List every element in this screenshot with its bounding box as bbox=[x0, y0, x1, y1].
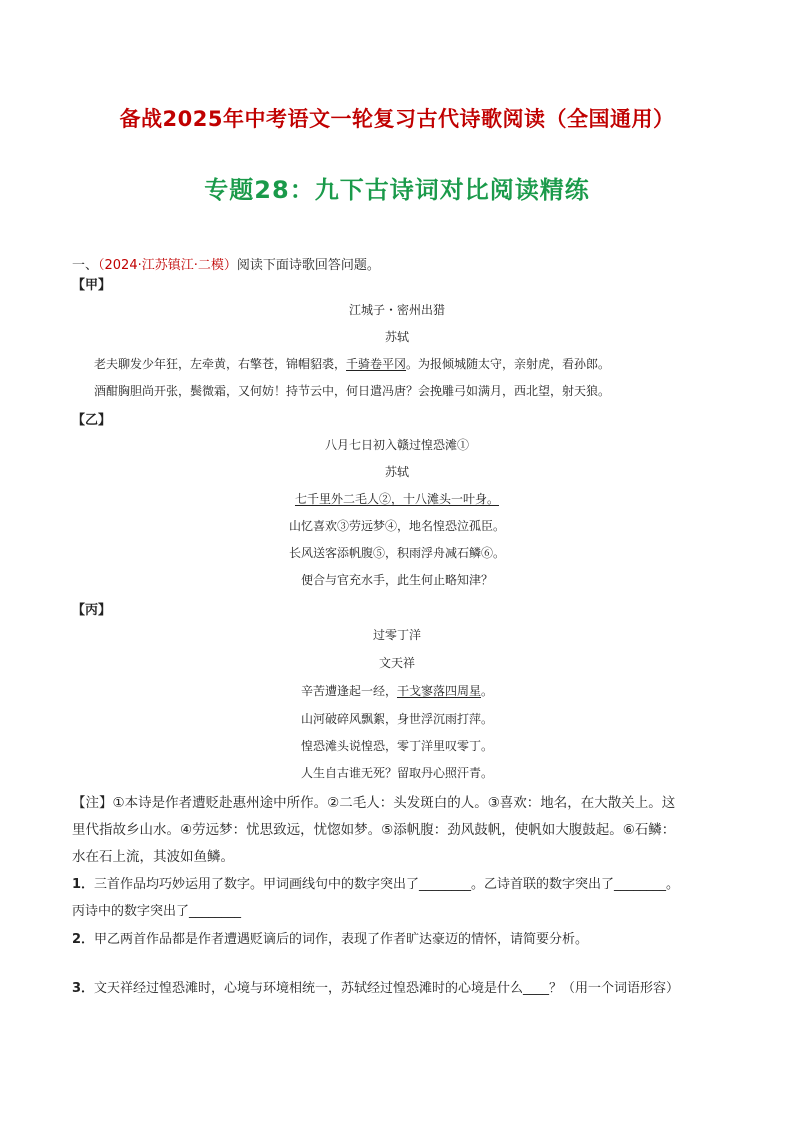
poem-yi-line1 bbox=[0, 490, 794, 507]
poem-jia-line2: 酒酣胸胆尚开张，鬓微霜，又何妨！持节云中，何日遣冯唐？会挽雕弓如满月，西北望，射天狼。 bbox=[94, 384, 611, 398]
poem-yi-line4: 便合与官充水手，此生何止略知津？ bbox=[300, 573, 493, 587]
poem-text: 。为报倾城随太守，亲射虎，看孙郎。 bbox=[406, 357, 611, 371]
label-yi: 【乙】 bbox=[72, 413, 112, 428]
question-text: 甲乙两首作品都是作者遭遇贬谪后的词作，表现了作者旷达豪迈的情怀，请简要分析。 bbox=[94, 932, 589, 947]
poem-yi-line3: 长风送客添帆腹⑤，积雨浮舟减石鳞⑥。 bbox=[288, 546, 505, 560]
poem-bing-author: 文天祥 bbox=[378, 656, 415, 670]
question-1-line1 bbox=[72, 873, 679, 892]
underlined-text: 七千里外二毛人②，十八滩头一叶身。 bbox=[294, 492, 499, 506]
notes-line3: 水在石上流，其波如鱼鳞。 bbox=[72, 849, 234, 865]
notes-line1: 【注】①本诗是作者遭贬赴惠州途中所作。②二毛人：头发斑白的人。③喜欢：地名，在大散关上。这 bbox=[72, 795, 676, 811]
question-number: 3． bbox=[72, 981, 95, 996]
poem-jia-title: 江城子・密州出猎 bbox=[348, 303, 445, 317]
source-tag: （2024·江苏镇江·二模） bbox=[98, 258, 237, 273]
poem-bing-title: 过零丁洋 bbox=[372, 628, 421, 642]
poem-jia-line1 bbox=[94, 355, 610, 372]
poem-text: 辛苦遭逢起一经， bbox=[300, 684, 397, 698]
document-subtitle: 专题28：九下古诗词对比阅读精练 bbox=[204, 176, 590, 204]
question-number: 2． bbox=[72, 932, 95, 947]
poem-yi-line2: 山忆喜欢③劳远梦④，地名惶恐泣孤臣。 bbox=[288, 519, 505, 533]
underlined-text: 千骑卷平冈 bbox=[346, 357, 407, 371]
poem-text: 。 bbox=[481, 684, 494, 698]
question-2 bbox=[72, 928, 588, 947]
poem-bing-line1 bbox=[0, 682, 794, 699]
poem-jia-author: 苏轼 bbox=[384, 330, 409, 344]
section-intro bbox=[72, 254, 380, 273]
poem-bing-line2: 山河破碎风飘絮，身世浮沉雨打萍。 bbox=[300, 712, 493, 726]
underlined-text: 干戈寥落四周星 bbox=[396, 684, 481, 698]
poem-yi-author: 苏轼 bbox=[384, 465, 409, 479]
notes-line2: 里代指故乡山水。④劳远梦：忧思致远，忧惚如梦。⑤添帆腹：劲风鼓帆，使帆如大腹鼓起。⑥石鳞： bbox=[72, 822, 676, 838]
question-text: 三首作品均巧妙运用了数字。甲词画线句中的数字突出了________。乙诗首联的数字突出了________。 bbox=[94, 877, 680, 892]
poem-bing-line3: 惶恐滩头说惶恐，零丁洋里叹零丁。 bbox=[300, 739, 493, 753]
section-instruction: 阅读下面诗歌回答问题。 bbox=[236, 258, 380, 273]
document-title: 备战2025年中考语文一轮复习古代诗歌阅读（全国通用） bbox=[119, 107, 675, 131]
poem-bing-line4: 人生自古谁无死？留取丹心照汗青。 bbox=[300, 766, 493, 780]
poem-yi-title: 八月七日初入赣过惶恐滩① bbox=[324, 438, 469, 452]
question-text: 文天祥经过惶恐滩时，心境与环境相统一，苏轼经过惶恐滩时的心境是什么____？（用一个词语形容） bbox=[94, 981, 680, 996]
poem-text: 老夫聊发少年狂，左牵黄，右擎苍，锦帽貂裘， bbox=[94, 357, 347, 371]
question-number: 1． bbox=[72, 877, 95, 892]
label-jia: 【甲】 bbox=[72, 278, 112, 293]
question-1-line2: 丙诗中的数字突出了________ bbox=[72, 904, 242, 919]
section-prefix: 一、 bbox=[72, 258, 99, 273]
label-bing: 【丙】 bbox=[72, 603, 112, 618]
question-3 bbox=[72, 977, 679, 996]
